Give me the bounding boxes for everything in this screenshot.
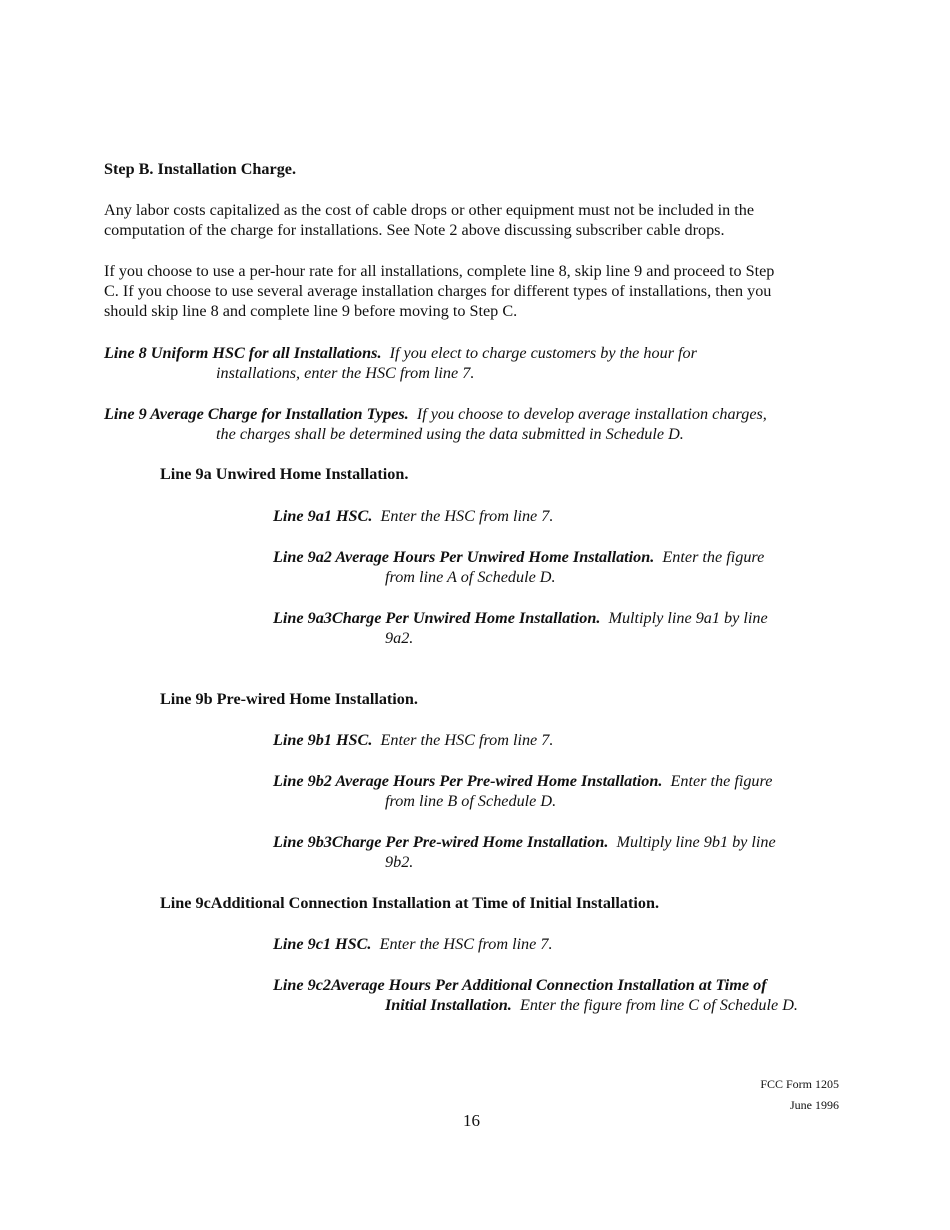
line9c1-text: Enter the HSC from line 7. — [379, 935, 553, 953]
line9c1-row — [273, 934, 553, 954]
line9a2-text1: Enter the figure — [662, 548, 765, 566]
line9a3-text1: Multiply line 9a1 by line — [608, 609, 768, 627]
line9b3-title: Line 9b3Charge Per Pre-wired Home Installation. — [273, 833, 609, 851]
line9b2-row — [273, 771, 772, 791]
line8-text2: installations, enter the HSC from line 7. — [216, 364, 475, 382]
line9b-heading: Line 9b Pre-wired Home Installation. — [160, 690, 418, 708]
para2-line1: If you choose to use a per-hour rate for all installations, complete line 8, skip line 9 and proceed to Step — [104, 262, 775, 280]
line9c2-title1: Line 9c2Average Hours Per Additional Connection Installation at Time of — [273, 976, 767, 994]
line9-text1: If you choose to develop average installation charges, — [416, 405, 767, 423]
para1-line1: Any labor costs capitalized as the cost of cable drops or other equipment must not be included in the — [104, 201, 755, 219]
step-heading: Step B. Installation Charge. — [104, 160, 297, 178]
line9b3-text2: 9b2. — [385, 853, 414, 871]
para2-line3: should skip line 8 and complete line 9 before moving to Step C. — [104, 302, 518, 320]
line9c2-title2: Initial Installation. — [385, 996, 512, 1014]
line9c1-title: Line 9c1 HSC. — [273, 935, 372, 953]
line9-row — [104, 404, 767, 424]
page-number: 16 — [463, 1111, 480, 1130]
line9a-heading: Line 9a Unwired Home Installation. — [160, 465, 409, 483]
line9c2-text: Enter the figure from line C of Schedule D. — [519, 996, 798, 1014]
line9c2-row2 — [385, 995, 798, 1015]
para2-line2: C. If you choose to use several average installation charges for different types of installations, then you — [104, 282, 772, 300]
line9a1-title: Line 9a1 HSC. — [273, 507, 373, 525]
line9-text2: the charges shall be determined using the data submitted in Schedule D. — [216, 425, 684, 443]
line9a2-text2: from line A of Schedule D. — [385, 568, 556, 586]
line8-title: Line 8 Uniform HSC for all Installations. — [104, 344, 382, 362]
line9a2-title: Line 9a2 Average Hours Per Unwired Home Installation. — [273, 548, 655, 566]
line9a2-row — [273, 547, 764, 567]
footer-form: FCC Form 1205 — [760, 1077, 839, 1091]
para1-line2: computation of the charge for installations. See Note 2 above discussing subscriber cable drops. — [104, 221, 725, 239]
line9b1-title: Line 9b1 HSC. — [273, 731, 373, 749]
line8-row — [104, 343, 697, 363]
line9b2-text2: from line B of Schedule D. — [385, 792, 557, 810]
line9c-heading: Line 9cAdditional Connection Installation at Time of Initial Installation. — [160, 894, 660, 912]
line9a1-row — [273, 506, 553, 526]
line9b3-text1: Multiply line 9b1 by line — [616, 833, 776, 851]
line9a3-text2: 9a2. — [385, 629, 414, 647]
line8-text1: If you elect to charge customers by the hour for — [389, 344, 697, 362]
line9b3-row — [273, 832, 776, 852]
line9b2-text1: Enter the figure — [670, 772, 773, 790]
line9a1-text: Enter the HSC from line 7. — [380, 507, 554, 525]
footer-date: June 1996 — [790, 1098, 839, 1112]
line9b1-row — [273, 730, 553, 750]
line9a3-row — [273, 608, 768, 628]
line9a3-title: Line 9a3Charge Per Unwired Home Installation. — [273, 609, 601, 627]
line9b1-text: Enter the HSC from line 7. — [380, 731, 554, 749]
line9b2-title: Line 9b2 Average Hours Per Pre-wired Home Installation. — [273, 772, 663, 790]
line9-title: Line 9 Average Charge for Installation Types. — [104, 405, 409, 423]
